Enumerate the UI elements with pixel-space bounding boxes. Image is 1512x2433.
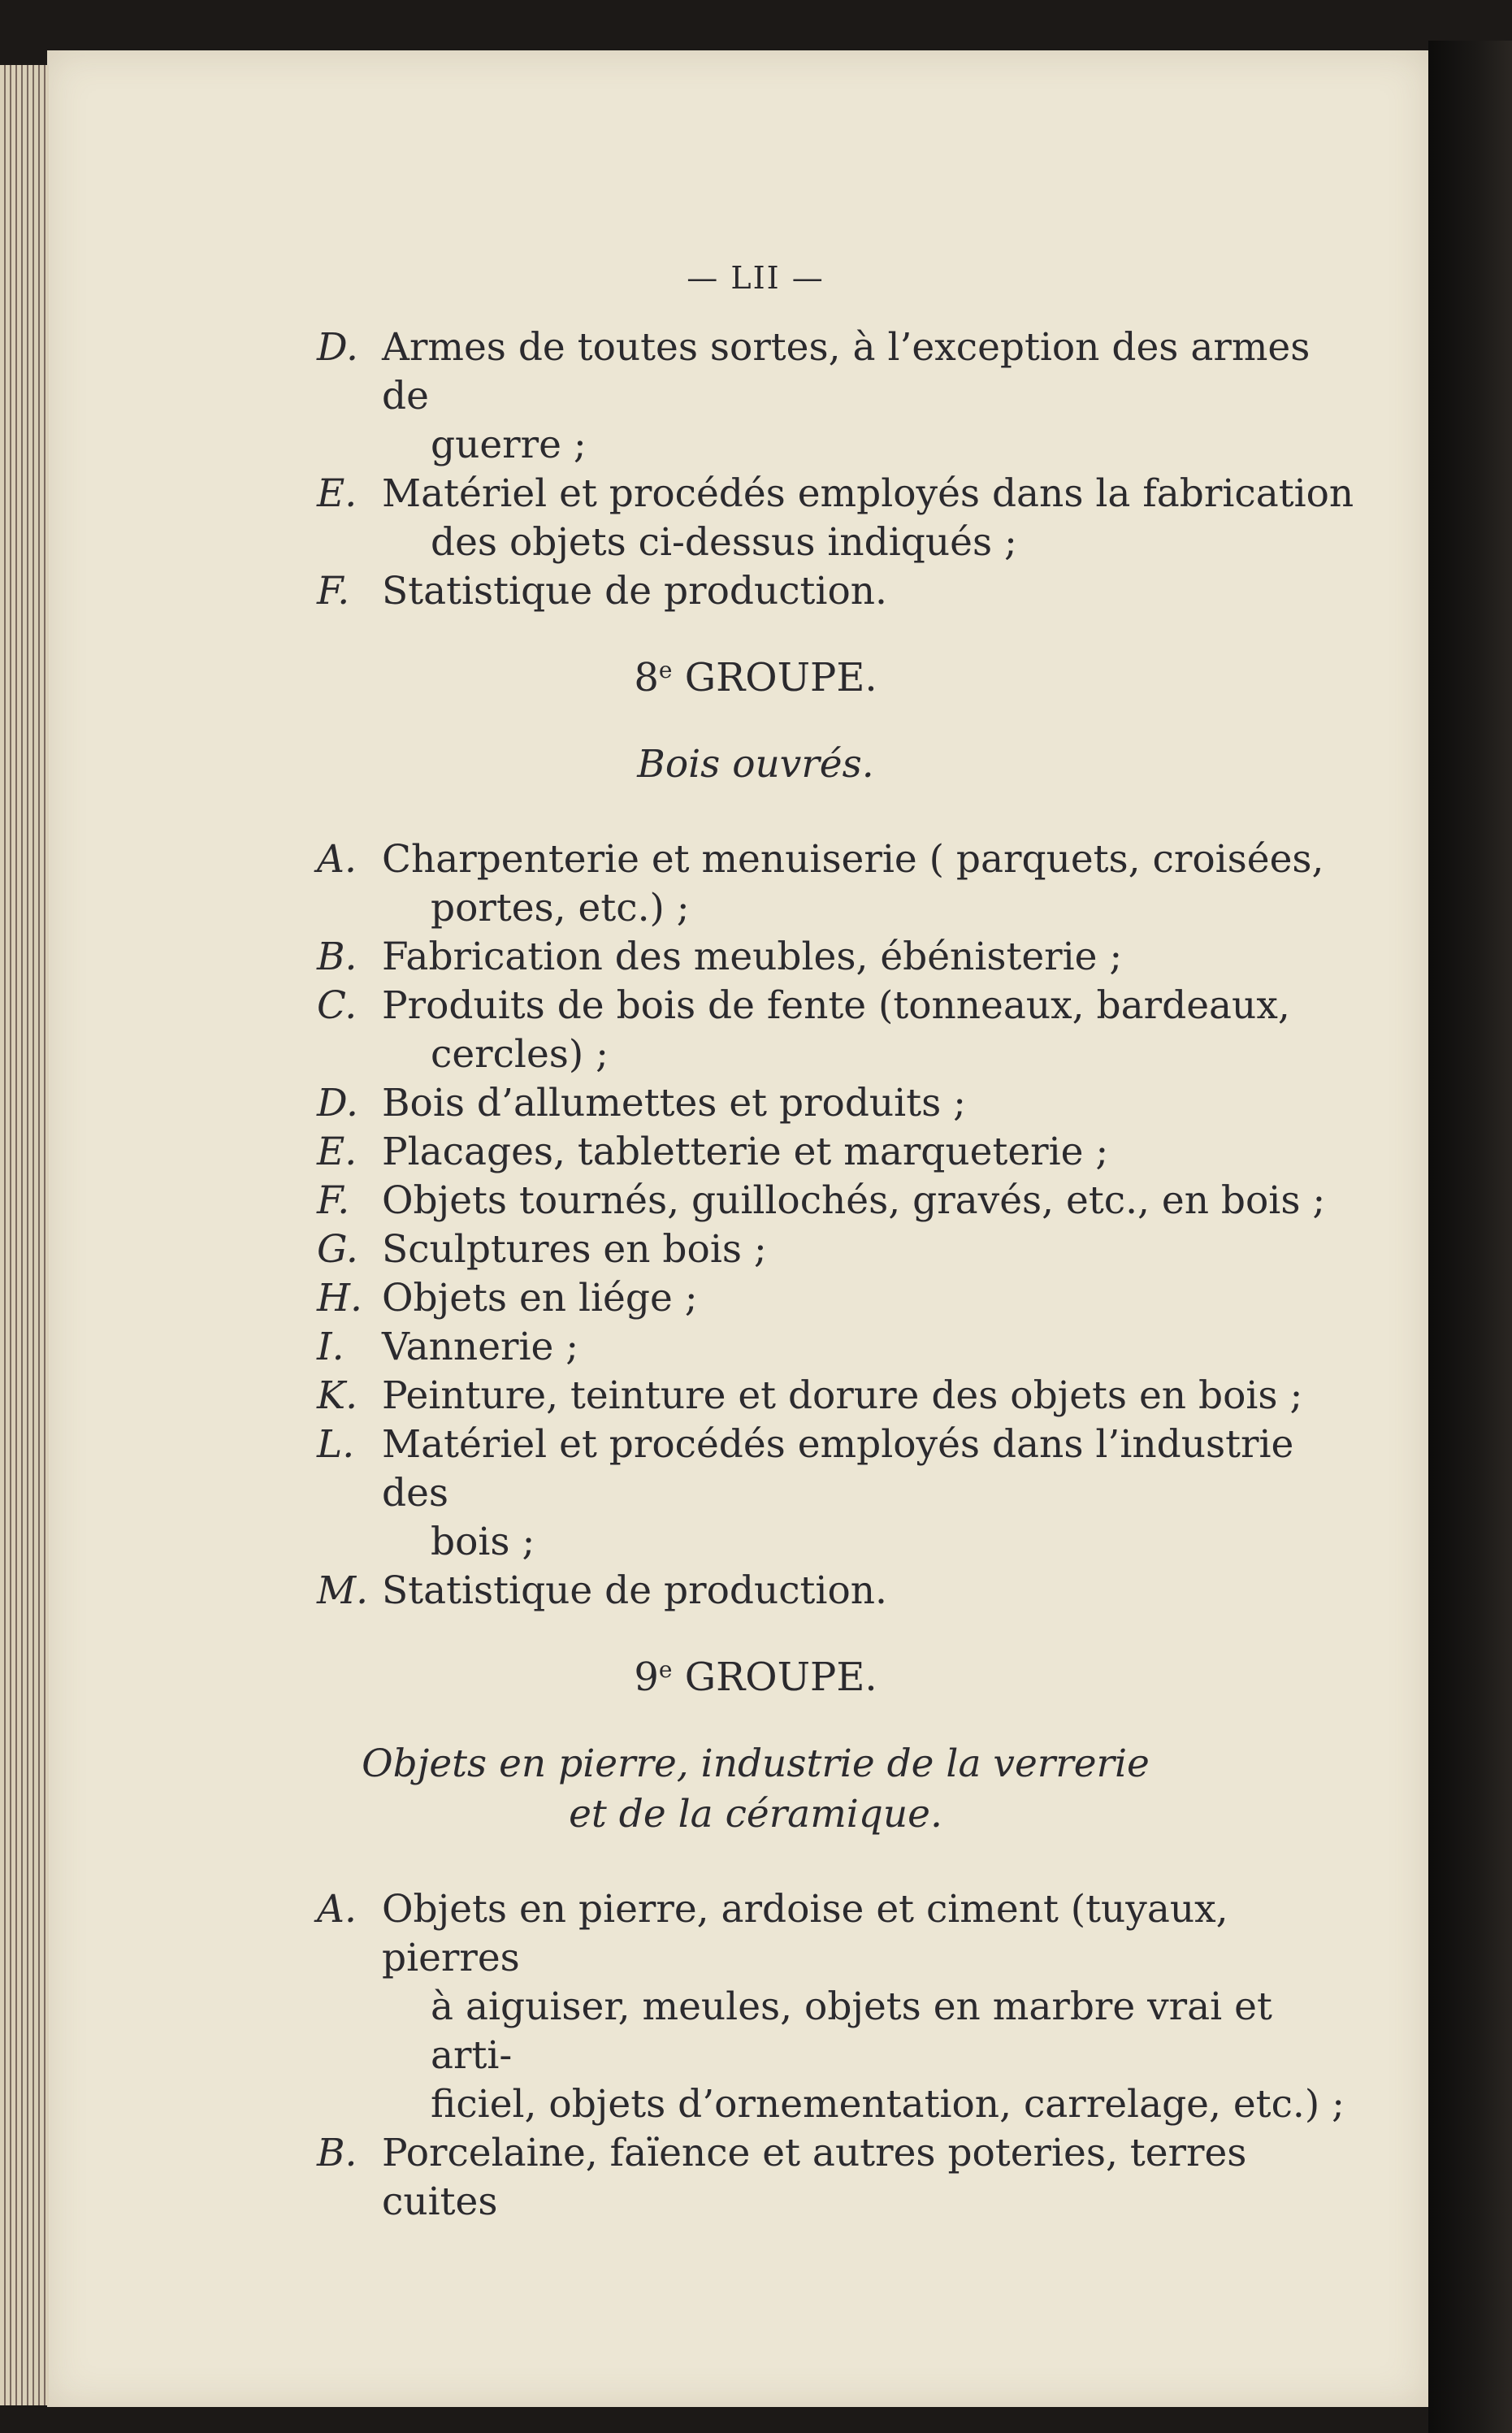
item-text: Armes de toutes sortes, à l’exception des armes de bbox=[382, 325, 1311, 419]
item-text-continued: cercles) ; bbox=[431, 1032, 609, 1077]
group-9-list bbox=[317, 1885, 1365, 2227]
list-item bbox=[317, 567, 1365, 616]
item-text: Charpenterie et menuiserie ( parquets, croisées, bbox=[382, 837, 1324, 882]
item-mark: C. bbox=[317, 983, 357, 1028]
list-item bbox=[317, 1274, 1365, 1323]
page-number: — LII — bbox=[687, 260, 825, 296]
item-mark: I. bbox=[317, 1325, 344, 1369]
list-item bbox=[317, 835, 1365, 884]
group-8-heading bbox=[317, 655, 1194, 700]
item-text: Objets en liége ; bbox=[382, 1276, 698, 1321]
list-item bbox=[317, 1225, 1365, 1274]
group-8-list bbox=[317, 835, 1365, 1615]
list-item bbox=[317, 1420, 1365, 1518]
item-text: Bois d’allumettes et produits ; bbox=[382, 1081, 966, 1125]
item-text: Fabrication des meubles, ébénisterie ; bbox=[382, 935, 1123, 979]
group-9-subtitle bbox=[317, 1739, 1194, 1840]
item-text-continued: à aiguiser, meules, objets en marbre vrai et arti- bbox=[431, 1984, 1272, 2078]
subtitle-line: et de la céramique. bbox=[569, 1792, 942, 1837]
list-item bbox=[317, 2129, 1365, 2227]
item-mark: K. bbox=[317, 1373, 358, 1418]
item-text: Placages, tabletterie et marqueterie ; bbox=[382, 1130, 1109, 1174]
item-mark: A. bbox=[317, 837, 357, 882]
item-mark: H. bbox=[317, 1276, 362, 1321]
item-text-continued: guerre ; bbox=[431, 423, 587, 467]
item-mark: M. bbox=[317, 1568, 369, 1613]
item-mark: D. bbox=[317, 325, 358, 370]
section-1-list bbox=[317, 323, 1365, 616]
item-text: Sculptures en bois ; bbox=[382, 1227, 767, 1272]
item-text: Peinture, teinture et dorure des objets en bois ; bbox=[382, 1373, 1303, 1418]
item-text: Statistique de production. bbox=[382, 1568, 887, 1613]
group-number: 8 bbox=[634, 655, 659, 700]
item-text: Matériel et procédés employés dans la fabrication bbox=[382, 471, 1354, 516]
item-text: Objets en pierre, ardoise et ciment (tuyaux, pierres bbox=[382, 1887, 1228, 1980]
list-item bbox=[317, 470, 1365, 518]
list-item bbox=[317, 1567, 1365, 1615]
item-text: Matériel et procédés employés dans l’industrie des bbox=[382, 1422, 1294, 1516]
item-text: Porcelaine, faïence et autres poteries, terres cuites bbox=[382, 2131, 1247, 2224]
book-binding-edge bbox=[1428, 41, 1512, 2433]
group-label: GROUPE. bbox=[672, 655, 877, 700]
item-mark: D. bbox=[317, 1081, 358, 1125]
group-ordinal-suffix: e bbox=[658, 657, 673, 683]
item-text-continued: ficiel, objets d’ornementation, carrelage, etc.) ; bbox=[431, 2082, 1345, 2127]
list-item bbox=[317, 1079, 1365, 1128]
list-item bbox=[317, 933, 1365, 982]
item-mark: G. bbox=[317, 1227, 358, 1272]
page-stack-edge bbox=[0, 65, 49, 2405]
list-item bbox=[317, 1177, 1365, 1225]
item-mark: E. bbox=[317, 471, 357, 516]
group-label: GROUPE. bbox=[672, 1655, 877, 1700]
list-item bbox=[317, 982, 1365, 1030]
item-text: Produits de bois de fente (tonneaux, bardeaux, bbox=[382, 983, 1290, 1028]
item-mark: B. bbox=[317, 935, 357, 979]
group-ordinal-suffix: e bbox=[658, 1656, 673, 1683]
item-mark: F. bbox=[317, 1178, 350, 1223]
item-text: Vannerie ; bbox=[382, 1325, 579, 1369]
item-text-continued: portes, etc.) ; bbox=[431, 886, 690, 930]
group-9-heading bbox=[317, 1655, 1194, 1700]
item-text-continued: des objets ci-dessus indiqués ; bbox=[431, 520, 1017, 565]
group-number: 9 bbox=[634, 1655, 659, 1700]
item-text: Objets tournés, guillochés, gravés, etc., en bois ; bbox=[382, 1178, 1326, 1223]
list-item bbox=[317, 323, 1365, 421]
list-item bbox=[317, 1128, 1365, 1177]
group-8-subtitle: Bois ouvrés. bbox=[637, 742, 874, 787]
subtitle-line: Objets en pierre, industrie de la verrerie bbox=[362, 1741, 1150, 1786]
list-item bbox=[317, 1372, 1365, 1420]
item-mark: B. bbox=[317, 2131, 357, 2175]
item-mark: A. bbox=[317, 1887, 357, 1932]
item-text-continued: bois ; bbox=[431, 1520, 535, 1564]
item-text: Statistique de production. bbox=[382, 569, 887, 614]
list-item bbox=[317, 1323, 1365, 1372]
item-mark: E. bbox=[317, 1130, 357, 1174]
item-mark: F. bbox=[317, 569, 350, 614]
page-content bbox=[317, 260, 1365, 2227]
item-mark: L. bbox=[317, 1422, 355, 1467]
list-item bbox=[317, 1885, 1365, 1983]
